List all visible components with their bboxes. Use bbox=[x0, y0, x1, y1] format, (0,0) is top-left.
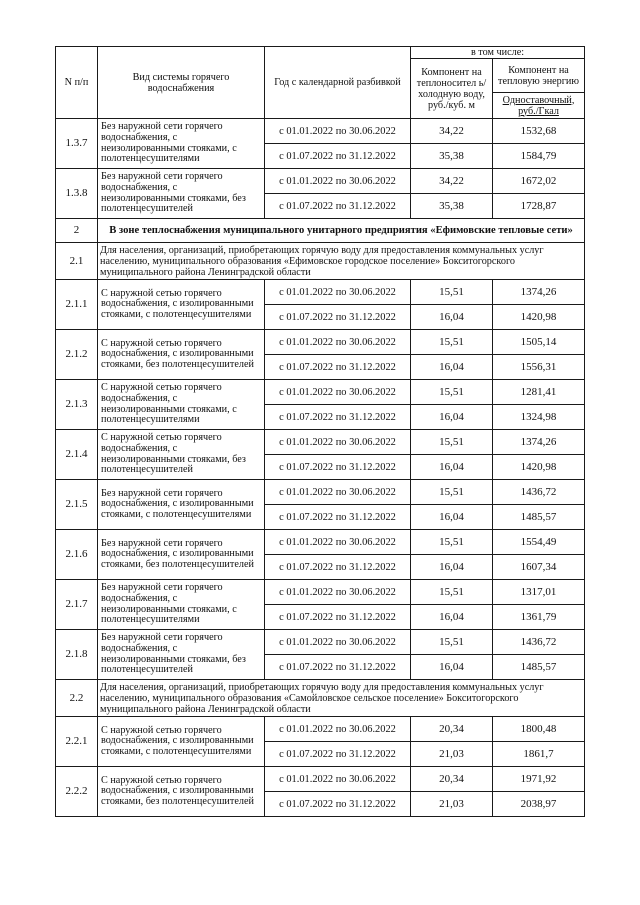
row-heat-h1: 1554,49 bbox=[493, 530, 585, 555]
header-row-1 bbox=[56, 47, 585, 59]
section-code: 2 bbox=[56, 219, 98, 243]
row-code: 1.3.7 bbox=[56, 119, 98, 169]
group-row bbox=[56, 680, 585, 717]
row-system-description: Без наружной сети горячего водоснабжения, с изолированными стояками, с полотенцесушителями bbox=[98, 480, 265, 530]
row-heat-h2: 1861,7 bbox=[493, 742, 585, 767]
section-title: В зоне теплоснабжения муниципального унитарного предприятия «Ефимовские тепловые сети» bbox=[98, 219, 585, 243]
row-water-h1: 15,51 bbox=[411, 330, 493, 355]
row-period-h1: с 01.01.2022 по 30.06.2022 bbox=[265, 717, 411, 742]
row-system-description: С наружной сетью горячего водоснабжения, с изолированными стояками, без полотенцесушителей bbox=[98, 330, 265, 380]
row-period-h1: с 01.01.2022 по 30.06.2022 bbox=[265, 280, 411, 305]
row-heat-h1: 1436,72 bbox=[493, 630, 585, 655]
row-heat-h2: 1420,98 bbox=[493, 305, 585, 330]
row-heat-h2: 1420,98 bbox=[493, 455, 585, 480]
row-period-h1: с 01.01.2022 по 30.06.2022 bbox=[265, 630, 411, 655]
table-row bbox=[56, 530, 585, 555]
row-water-h2: 16,04 bbox=[411, 305, 493, 330]
row-water-h2: 16,04 bbox=[411, 405, 493, 430]
row-period-h2: с 01.07.2022 по 31.12.2022 bbox=[265, 655, 411, 680]
header-heat-sub-label: Одноставочный, руб./Гкал bbox=[502, 94, 575, 117]
row-water-h1: 20,34 bbox=[411, 717, 493, 742]
row-period-h1: с 01.01.2022 по 30.06.2022 bbox=[265, 480, 411, 505]
header-period: Год с календарной разбивкой bbox=[265, 47, 411, 119]
section-row bbox=[56, 219, 585, 243]
row-water-h1: 34,22 bbox=[411, 169, 493, 194]
row-period-h2: с 01.07.2022 по 31.12.2022 bbox=[265, 555, 411, 580]
row-water-h1: 34,22 bbox=[411, 119, 493, 144]
row-heat-h2: 1485,57 bbox=[493, 655, 585, 680]
row-period-h2: с 01.07.2022 по 31.12.2022 bbox=[265, 405, 411, 430]
row-system-description: С наружной сетью горячего водоснабжения, с изолированными стояками, с полотенцесушителями bbox=[98, 717, 265, 767]
table-row bbox=[56, 717, 585, 742]
row-heat-h1: 1505,14 bbox=[493, 330, 585, 355]
tariff-table bbox=[55, 46, 585, 817]
row-system-description: С наружной сетью горячего водоснабжения, с неизолированными стояками, с полотенцесушителями bbox=[98, 380, 265, 430]
row-code: 2.1.4 bbox=[56, 430, 98, 480]
row-heat-h1: 1281,41 bbox=[493, 380, 585, 405]
header-system-type: Вид системы горячего водоснабжения bbox=[98, 47, 265, 119]
group-code: 2.2 bbox=[56, 680, 98, 717]
row-water-h2: 16,04 bbox=[411, 505, 493, 530]
row-code: 2.1.6 bbox=[56, 530, 98, 580]
table-row bbox=[56, 580, 585, 605]
row-period-h1: с 01.01.2022 по 30.06.2022 bbox=[265, 767, 411, 792]
row-period-h1: с 01.01.2022 по 30.06.2022 bbox=[265, 580, 411, 605]
row-water-h2: 16,04 bbox=[411, 555, 493, 580]
row-water-h1: 15,51 bbox=[411, 630, 493, 655]
row-water-h2: 16,04 bbox=[411, 355, 493, 380]
row-heat-h1: 1672,02 bbox=[493, 169, 585, 194]
row-water-h1: 15,51 bbox=[411, 580, 493, 605]
row-heat-h1: 1800,48 bbox=[493, 717, 585, 742]
table-row bbox=[56, 330, 585, 355]
row-system-description: Без наружной сети горячего водоснабжения, с неизолированными стояками, без полотенцесушителей bbox=[98, 169, 265, 219]
table-row bbox=[56, 119, 585, 144]
tariff-table-body bbox=[56, 47, 585, 817]
row-period-h1: с 01.01.2022 по 30.06.2022 bbox=[265, 169, 411, 194]
row-period-h2: с 01.07.2022 по 31.12.2022 bbox=[265, 305, 411, 330]
row-water-h2: 16,04 bbox=[411, 605, 493, 630]
group-description: Для населения, организаций, приобретающих горячую воду для предоставления коммунальных услуг населению, муниципального образования «Самойловское сельское поселение» Бокситогорского муниципального района Ленинградской области bbox=[98, 680, 585, 717]
row-code: 2.1.7 bbox=[56, 580, 98, 630]
table-row bbox=[56, 630, 585, 655]
row-system-description: С наружной сетью горячего водоснабжения, с изолированными стояками, с полотенцесушителями bbox=[98, 280, 265, 330]
row-water-h1: 20,34 bbox=[411, 767, 493, 792]
group-row bbox=[56, 243, 585, 280]
row-period-h1: с 01.01.2022 по 30.06.2022 bbox=[265, 530, 411, 555]
row-heat-h2: 1324,98 bbox=[493, 405, 585, 430]
row-period-h1: с 01.01.2022 по 30.06.2022 bbox=[265, 119, 411, 144]
row-code: 2.1.5 bbox=[56, 480, 98, 530]
row-water-h1: 15,51 bbox=[411, 530, 493, 555]
header-water-component: Компонент на теплоносител ь/холодную воду, руб./куб. м bbox=[411, 59, 493, 119]
tariff-document bbox=[55, 46, 584, 817]
row-period-h1: с 01.01.2022 по 30.06.2022 bbox=[265, 330, 411, 355]
table-row bbox=[56, 480, 585, 505]
table-row bbox=[56, 280, 585, 305]
row-heat-h2: 1556,31 bbox=[493, 355, 585, 380]
row-water-h2: 16,04 bbox=[411, 455, 493, 480]
row-heat-h1: 1532,68 bbox=[493, 119, 585, 144]
row-code: 2.1.1 bbox=[56, 280, 98, 330]
row-system-description: Без наружной сети горячего водоснабжения, с изолированными стояками, без полотенцесушителей bbox=[98, 530, 265, 580]
row-water-h1: 15,51 bbox=[411, 480, 493, 505]
row-heat-h2: 1728,87 bbox=[493, 194, 585, 219]
row-heat-h2: 1485,57 bbox=[493, 505, 585, 530]
row-water-h2: 21,03 bbox=[411, 742, 493, 767]
row-system-description: Без наружной сети горячего водоснабжения, с неизолированными стояками, с полотенцесушителями bbox=[98, 580, 265, 630]
row-water-h2: 35,38 bbox=[411, 144, 493, 169]
row-code: 2.2.1 bbox=[56, 717, 98, 767]
row-period-h1: с 01.01.2022 по 30.06.2022 bbox=[265, 430, 411, 455]
row-water-h2: 35,38 bbox=[411, 194, 493, 219]
row-code: 2.2.2 bbox=[56, 767, 98, 817]
row-period-h2: с 01.07.2022 по 31.12.2022 bbox=[265, 144, 411, 169]
row-period-h2: с 01.07.2022 по 31.12.2022 bbox=[265, 742, 411, 767]
row-heat-h2: 1361,79 bbox=[493, 605, 585, 630]
group-code: 2.1 bbox=[56, 243, 98, 280]
row-water-h2: 21,03 bbox=[411, 792, 493, 817]
row-period-h2: с 01.07.2022 по 31.12.2022 bbox=[265, 605, 411, 630]
row-code: 1.3.8 bbox=[56, 169, 98, 219]
table-row bbox=[56, 767, 585, 792]
row-period-h2: с 01.07.2022 по 31.12.2022 bbox=[265, 194, 411, 219]
row-water-h2: 16,04 bbox=[411, 655, 493, 680]
row-system-description: С наружной сетью горячего водоснабжения, с неизолированными стояками, без полотенцесушителей bbox=[98, 430, 265, 480]
row-heat-h1: 1436,72 bbox=[493, 480, 585, 505]
row-period-h1: с 01.01.2022 по 30.06.2022 bbox=[265, 380, 411, 405]
row-water-h1: 15,51 bbox=[411, 280, 493, 305]
row-code: 2.1.3 bbox=[56, 380, 98, 430]
group-description: Для населения, организаций, приобретающих горячую воду для предоставления коммунальных услуг населению, муниципального образования «Ефимовское городское поселение» Бокситогорского муниципального района Ленинградской области bbox=[98, 243, 585, 280]
row-period-h2: с 01.07.2022 по 31.12.2022 bbox=[265, 455, 411, 480]
row-heat-h1: 1971,92 bbox=[493, 767, 585, 792]
row-water-h1: 15,51 bbox=[411, 430, 493, 455]
header-heat-component: Компонент на тепловую энергию bbox=[493, 59, 585, 93]
row-heat-h1: 1374,26 bbox=[493, 430, 585, 455]
row-code: 2.1.2 bbox=[56, 330, 98, 380]
row-system-description: С наружной сетью горячего водоснабжения, с изолированными стояками, без полотенцесушителей bbox=[98, 767, 265, 817]
row-code: 2.1.8 bbox=[56, 630, 98, 680]
header-heat-single-rate bbox=[493, 93, 585, 119]
row-period-h2: с 01.07.2022 по 31.12.2022 bbox=[265, 355, 411, 380]
row-heat-h2: 1607,34 bbox=[493, 555, 585, 580]
row-period-h2: с 01.07.2022 по 31.12.2022 bbox=[265, 792, 411, 817]
header-including: в том числе: bbox=[411, 47, 585, 59]
row-period-h2: с 01.07.2022 по 31.12.2022 bbox=[265, 505, 411, 530]
table-row bbox=[56, 380, 585, 405]
row-heat-h2: 2038,97 bbox=[493, 792, 585, 817]
header-num: N п/п bbox=[56, 47, 98, 119]
row-system-description: Без наружной сети горячего водоснабжения, с неизолированными стояками, без полотенцесушителей bbox=[98, 630, 265, 680]
row-heat-h1: 1374,26 bbox=[493, 280, 585, 305]
row-system-description: Без наружной сети горячего водоснабжения, с неизолированными стояками, с полотенцесушителями bbox=[98, 119, 265, 169]
row-heat-h2: 1584,79 bbox=[493, 144, 585, 169]
table-row bbox=[56, 169, 585, 194]
row-heat-h1: 1317,01 bbox=[493, 580, 585, 605]
table-row bbox=[56, 430, 585, 455]
row-water-h1: 15,51 bbox=[411, 380, 493, 405]
